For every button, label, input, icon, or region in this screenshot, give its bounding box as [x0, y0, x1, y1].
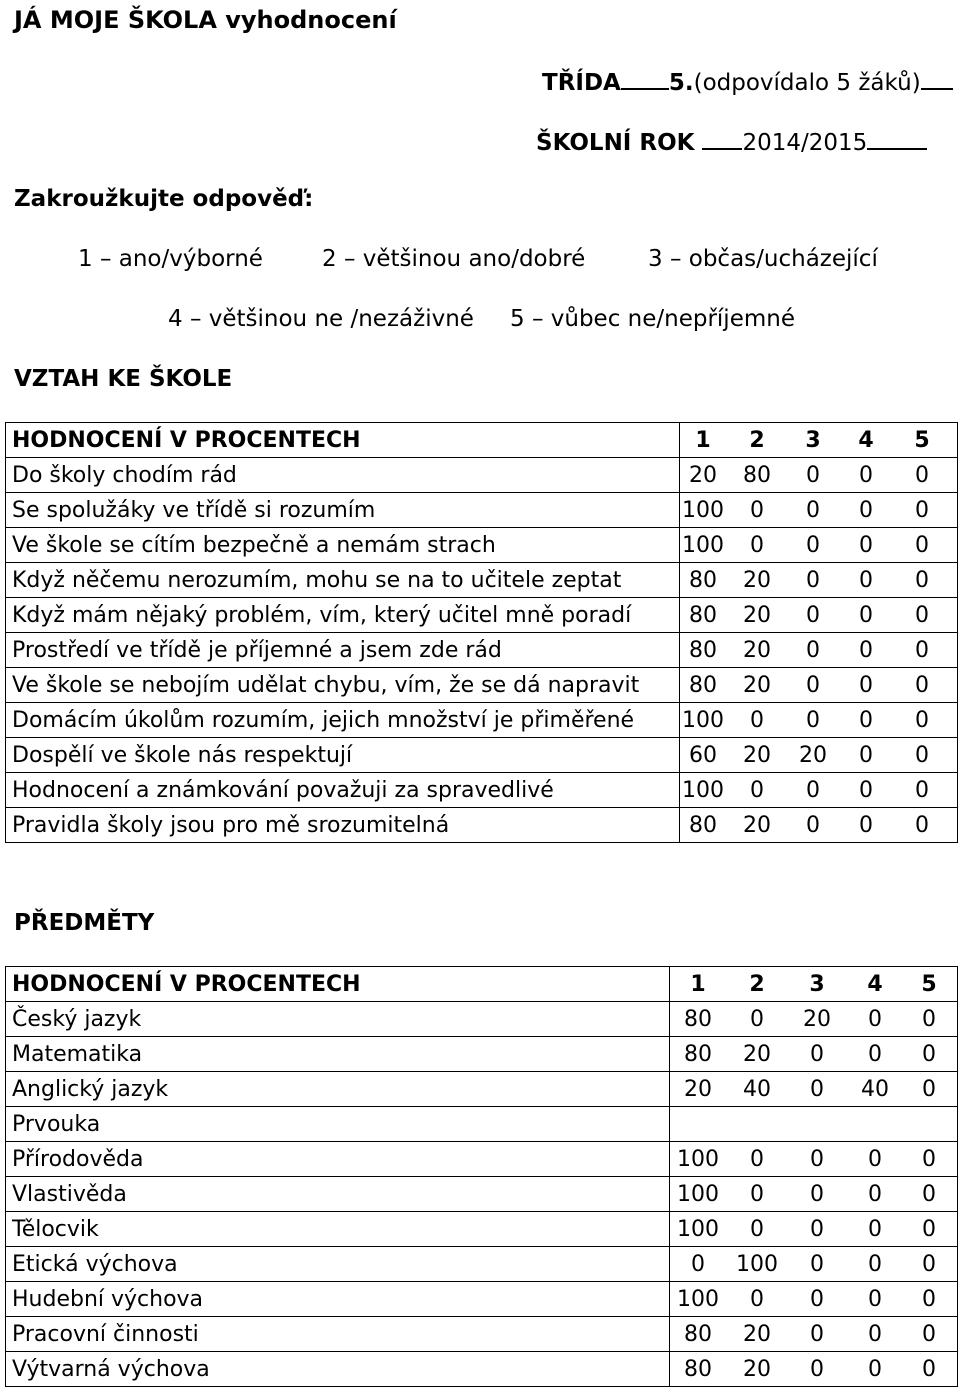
table-row — [6, 1352, 958, 1387]
value-col-5: 0 — [922, 1216, 936, 1242]
table-row — [6, 563, 958, 598]
value-col-2: 0 — [750, 1286, 764, 1312]
row-values — [670, 1107, 958, 1142]
header-col-2: 2 — [749, 427, 765, 453]
row-label: Dospělí ve škole nás respektují — [6, 738, 680, 773]
row-values — [680, 738, 958, 773]
row-values — [680, 598, 958, 633]
row-label: Výtvarná výchova — [6, 1352, 670, 1387]
instruction: Zakroužkujte odpověď: — [14, 186, 314, 212]
class-label: TŘÍDA — [542, 70, 621, 96]
legend-2: 2 – většinou ano/dobré — [322, 246, 586, 272]
value-col-3: 0 — [806, 567, 820, 593]
table-row — [6, 1282, 958, 1317]
row-label: Pracovní činnosti — [6, 1317, 670, 1352]
header-values — [670, 967, 958, 1002]
value-col-2: 0 — [750, 777, 764, 803]
value-col-4: 0 — [859, 497, 873, 523]
value-col-2: 0 — [750, 1216, 764, 1242]
value-col-4: 0 — [859, 602, 873, 628]
header-col-2: 2 — [749, 971, 765, 997]
table-row — [6, 633, 958, 668]
value-col-4: 0 — [868, 1321, 882, 1347]
value-col-3: 0 — [806, 602, 820, 628]
row-values — [680, 668, 958, 703]
value-col-2: 20 — [743, 812, 771, 838]
header-col-4: 4 — [858, 427, 874, 453]
row-values — [680, 493, 958, 528]
class-underline — [621, 66, 669, 90]
value-col-3: 0 — [810, 1216, 824, 1242]
row-label: Prvouka — [6, 1107, 670, 1142]
value-col-4: 0 — [859, 812, 873, 838]
row-label: Hodnocení a známkování považuji za spravedlivé — [6, 773, 680, 808]
value-col-1: 80 — [684, 1321, 712, 1347]
value-col-3: 0 — [806, 532, 820, 558]
value-col-3: 20 — [803, 1006, 831, 1032]
value-col-3: 0 — [810, 1076, 824, 1102]
value-col-3: 0 — [810, 1146, 824, 1172]
value-col-5: 0 — [915, 672, 929, 698]
header-col-4: 4 — [867, 971, 883, 997]
value-col-1: 80 — [684, 1356, 712, 1382]
value-col-5: 0 — [915, 462, 929, 488]
table-row — [6, 808, 958, 843]
row-label: Český jazyk — [6, 1002, 670, 1037]
value-col-3: 0 — [806, 497, 820, 523]
row-values — [680, 458, 958, 493]
legend-5: 5 – vůbec ne/nepříjemné — [510, 306, 795, 332]
table-row — [6, 1002, 958, 1037]
value-col-2: 0 — [750, 1146, 764, 1172]
row-label: Když mám nějaký problém, vím, který učitel mně poradí — [6, 598, 680, 633]
value-col-2: 20 — [743, 1041, 771, 1067]
value-col-5: 0 — [922, 1076, 936, 1102]
row-label: Když něčemu nerozumím, mohu se na to učitele zeptat — [6, 563, 680, 598]
row-values — [670, 1352, 958, 1387]
value-col-1: 60 — [689, 742, 717, 768]
value-col-1: 100 — [677, 1181, 719, 1207]
value-col-5: 0 — [922, 1006, 936, 1032]
value-col-3: 0 — [810, 1286, 824, 1312]
value-col-2: 0 — [750, 497, 764, 523]
table-row — [6, 528, 958, 563]
row-label: Ve škole se nebojím udělat chybu, vím, že se dá napravit — [6, 668, 680, 703]
row-label: Ve škole se cítím bezpečně a nemám strach — [6, 528, 680, 563]
value-col-1: 80 — [689, 672, 717, 698]
row-label: Hudební výchova — [6, 1282, 670, 1317]
value-col-5: 0 — [922, 1041, 936, 1067]
value-col-4: 0 — [868, 1251, 882, 1277]
value-col-5: 0 — [915, 567, 929, 593]
row-values — [680, 703, 958, 738]
value-col-1: 80 — [689, 602, 717, 628]
year-underline-left — [702, 126, 742, 150]
header-label: HODNOCENÍ V PROCENTECH — [6, 967, 670, 1002]
header-values — [680, 423, 958, 458]
value-col-5: 0 — [915, 602, 929, 628]
row-label: Domácím úkolům rozumím, jejich množství je přiměřené — [6, 703, 680, 738]
value-col-4: 0 — [859, 672, 873, 698]
table-row — [6, 703, 958, 738]
value-col-1: 100 — [677, 1286, 719, 1312]
value-col-5: 0 — [915, 497, 929, 523]
header-col-5: 5 — [921, 971, 937, 997]
row-label: Prostředí ve třídě je příjemné a jsem zde rád — [6, 633, 680, 668]
value-col-2: 20 — [743, 567, 771, 593]
value-col-1: 80 — [684, 1041, 712, 1067]
value-col-2: 20 — [743, 742, 771, 768]
row-values — [670, 1142, 958, 1177]
value-col-4: 0 — [859, 567, 873, 593]
value-col-3: 0 — [810, 1356, 824, 1382]
row-values — [680, 563, 958, 598]
row-label: Matematika — [6, 1037, 670, 1072]
value-col-1: 100 — [682, 497, 724, 523]
value-col-4: 0 — [859, 532, 873, 558]
row-label: Se spolužáky ve třídě si rozumím — [6, 493, 680, 528]
value-col-4: 0 — [868, 1216, 882, 1242]
value-col-5: 0 — [915, 532, 929, 558]
row-values — [670, 1072, 958, 1107]
table-row — [6, 773, 958, 808]
value-col-2: 0 — [750, 1006, 764, 1032]
table-row — [6, 1072, 958, 1107]
value-col-3: 0 — [810, 1041, 824, 1067]
row-values — [670, 1317, 958, 1352]
header-col-1: 1 — [690, 971, 706, 997]
row-values — [670, 1212, 958, 1247]
row-values — [680, 528, 958, 563]
table-row — [6, 1177, 958, 1212]
value-col-4: 0 — [859, 707, 873, 733]
value-col-4: 0 — [868, 1286, 882, 1312]
table-row — [6, 1107, 958, 1142]
table-header-row — [6, 423, 958, 458]
row-values — [670, 1002, 958, 1037]
table-row — [6, 598, 958, 633]
value-col-1: 20 — [684, 1076, 712, 1102]
legend-3: 3 – občas/ucházející — [648, 246, 878, 272]
value-col-5: 0 — [915, 742, 929, 768]
table-row — [6, 458, 958, 493]
year-line — [536, 126, 927, 156]
value-col-1: 20 — [689, 462, 717, 488]
value-col-1: 80 — [689, 812, 717, 838]
value-col-2: 20 — [743, 672, 771, 698]
header-col-3: 3 — [809, 971, 825, 997]
value-col-5: 0 — [922, 1321, 936, 1347]
value-col-2: 0 — [750, 707, 764, 733]
value-col-1: 80 — [684, 1006, 712, 1032]
table-row — [6, 1212, 958, 1247]
year-label: ŠKOLNÍ ROK — [536, 130, 695, 156]
value-col-3: 0 — [806, 672, 820, 698]
header-col-1: 1 — [695, 427, 711, 453]
year-underline-right — [867, 126, 927, 150]
value-col-1: 80 — [689, 567, 717, 593]
row-label: Pravidla školy jsou pro mě srozumitelná — [6, 808, 680, 843]
value-col-2: 20 — [743, 1321, 771, 1347]
value-col-1: 100 — [682, 707, 724, 733]
value-col-5: 0 — [922, 1356, 936, 1382]
class-value: 5. — [668, 70, 694, 96]
value-col-3: 0 — [806, 707, 820, 733]
row-label: Tělocvik — [6, 1212, 670, 1247]
value-col-1: 100 — [682, 777, 724, 803]
value-col-2: 80 — [743, 462, 771, 488]
row-label: Do školy chodím rád — [6, 458, 680, 493]
table-row — [6, 1142, 958, 1177]
value-col-2: 100 — [736, 1251, 778, 1277]
document-title: JÁ MOJE ŠKOLA vyhodnocení — [14, 6, 397, 34]
header-col-5: 5 — [914, 427, 930, 453]
value-col-5: 0 — [915, 637, 929, 663]
header-label: HODNOCENÍ V PROCENTECH — [6, 423, 680, 458]
value-col-5: 0 — [915, 812, 929, 838]
value-col-3: 0 — [806, 637, 820, 663]
row-label: Vlastivěda — [6, 1177, 670, 1212]
class-note-underline — [921, 66, 953, 90]
row-values — [680, 773, 958, 808]
table-row — [6, 1317, 958, 1352]
value-col-4: 0 — [868, 1181, 882, 1207]
value-col-4: 0 — [868, 1006, 882, 1032]
value-col-1: 80 — [689, 637, 717, 663]
row-values — [680, 633, 958, 668]
value-col-4: 0 — [859, 462, 873, 488]
legend-1: 1 – ano/výborné — [78, 246, 263, 272]
table-row — [6, 1247, 958, 1282]
value-col-4: 40 — [861, 1076, 889, 1102]
value-col-3: 0 — [810, 1321, 824, 1347]
table-row — [6, 1037, 958, 1072]
row-label: Přírodověda — [6, 1142, 670, 1177]
value-col-2: 20 — [743, 637, 771, 663]
row-values — [670, 1177, 958, 1212]
school-relation-table — [5, 422, 958, 843]
value-col-1: 100 — [677, 1216, 719, 1242]
value-col-2: 20 — [743, 1356, 771, 1382]
value-col-4: 0 — [859, 777, 873, 803]
value-col-3: 0 — [810, 1251, 824, 1277]
value-col-4: 0 — [859, 637, 873, 663]
value-col-3: 0 — [806, 777, 820, 803]
value-col-3: 20 — [799, 742, 827, 768]
value-col-4: 0 — [868, 1146, 882, 1172]
value-col-4: 0 — [868, 1356, 882, 1382]
value-col-1: 100 — [682, 532, 724, 558]
value-col-2: 20 — [743, 602, 771, 628]
table-row — [6, 738, 958, 773]
value-col-4: 0 — [859, 742, 873, 768]
value-col-2: 0 — [750, 1181, 764, 1207]
value-col-3: 0 — [810, 1181, 824, 1207]
row-values — [670, 1247, 958, 1282]
section-heading-school: VZTAH KE ŠKOLE — [14, 366, 233, 392]
row-label: Etická výchova — [6, 1247, 670, 1282]
row-values — [670, 1037, 958, 1072]
value-col-1: 0 — [691, 1251, 705, 1277]
value-col-5: 0 — [915, 707, 929, 733]
header-col-3: 3 — [805, 427, 821, 453]
value-col-2: 0 — [750, 532, 764, 558]
value-col-5: 0 — [922, 1251, 936, 1277]
table-header-row — [6, 967, 958, 1002]
value-col-5: 0 — [922, 1181, 936, 1207]
table-row — [6, 668, 958, 703]
value-col-5: 0 — [922, 1286, 936, 1312]
value-col-2: 40 — [743, 1076, 771, 1102]
value-col-5: 0 — [922, 1146, 936, 1172]
value-col-4: 0 — [868, 1041, 882, 1067]
class-line — [542, 66, 953, 96]
value-col-1: 100 — [677, 1146, 719, 1172]
subjects-table — [5, 966, 958, 1387]
table-row — [6, 493, 958, 528]
row-values — [670, 1282, 958, 1317]
class-note: (odpovídalo 5 žáků) — [693, 70, 921, 96]
value-col-5: 0 — [915, 777, 929, 803]
value-col-3: 0 — [806, 812, 820, 838]
row-label: Anglický jazyk — [6, 1072, 670, 1107]
legend-4: 4 – většinou ne /nezáživné — [168, 306, 474, 332]
row-values — [680, 808, 958, 843]
year-value: 2014/2015 — [742, 130, 868, 156]
value-col-3: 0 — [806, 462, 820, 488]
section-heading-subjects: PŘEDMĚTY — [14, 910, 155, 936]
